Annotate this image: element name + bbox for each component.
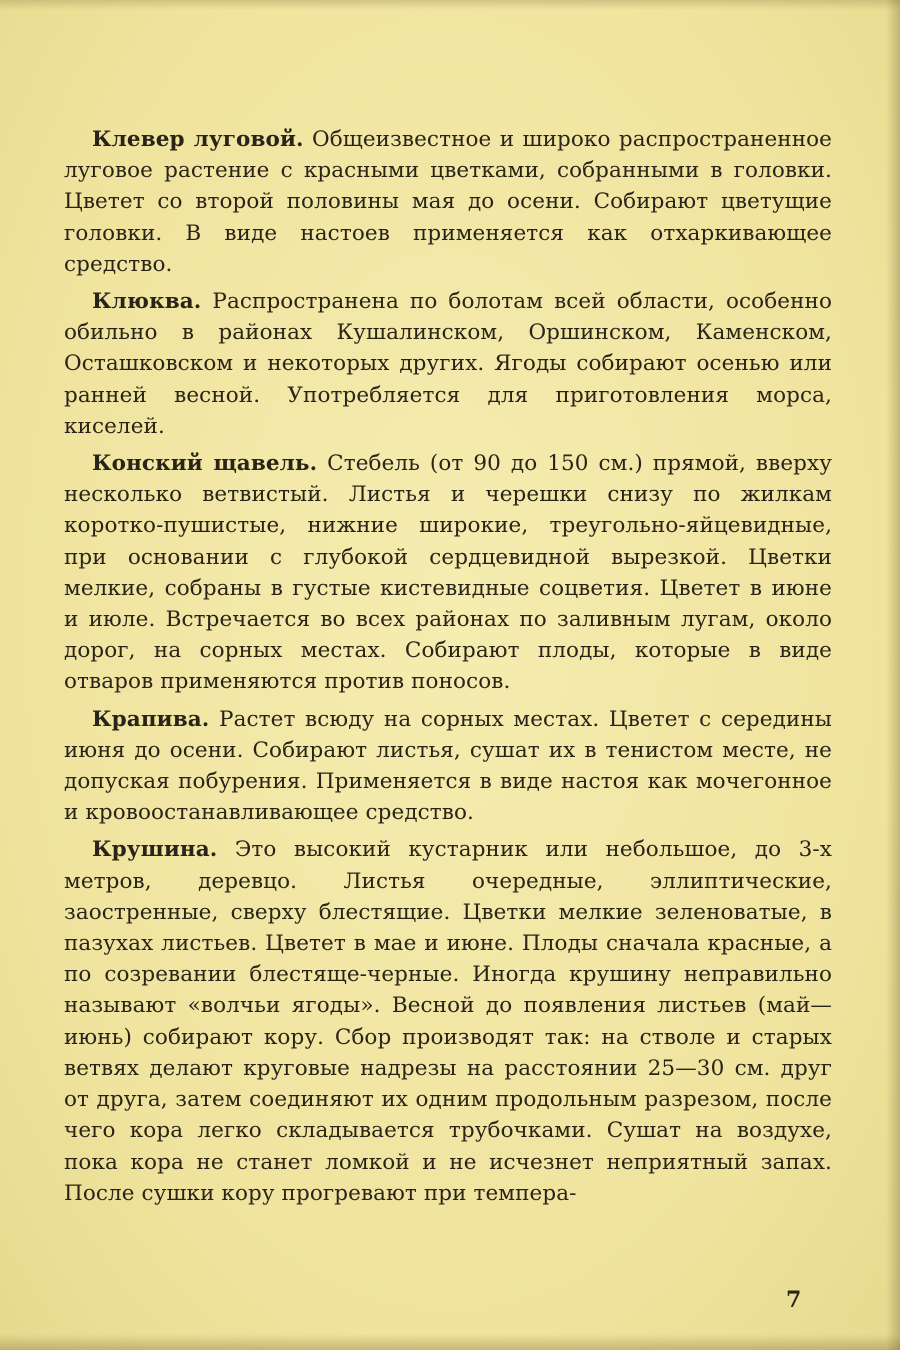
- entry-term: Крушина.: [92, 837, 218, 863]
- entry-term: Конский щавель.: [92, 451, 318, 477]
- entry-klyukva: [64, 286, 832, 442]
- page-number: 7: [786, 1287, 802, 1313]
- entry-konsky-shchavel: [64, 448, 832, 698]
- entry-term: Крапива.: [92, 706, 210, 732]
- main-text: [64, 124, 832, 1215]
- entry-term: Клевер луговой.: [92, 127, 304, 152]
- page-bottom-shadow: [0, 1334, 900, 1350]
- entry-text: Это высокий кустарник или небольшое, до 3-х метров, деревцо. Листья очередные, эллиптические, заостренные, сверху блестящие. Цветки мелкие зеленоватые, в пазухах листьев. Цветет в мае и июне. Плоды сначала красные, а по созревании блестяще-черные. Иногда крушину неправильно называют «волчьи ягоды». Весной до появления листьев (май—июнь) собирают кору. Сбор производят так: на стволе и старых ветвях делают круговые надрезы на расстоянии 25—30 см. друг от друга, затем соединяют их одним продольным разрезом, после чего кора легко складывается трубочками. Сушат на воздухе, пока кора не станет ломкой и не исчезнет неприятный запах. После сушки кору прогревают при темпера-: [64, 837, 832, 1206]
- entry-term: Клюква.: [92, 289, 202, 315]
- entry-krushina: [64, 834, 832, 1208]
- entry-text: Стебель (от 90 до 150 см.) прямой, вверху несколько ветвистый. Листья и черешки снизу по жилкам коротко-пушистые, нижние широкие, треугольно-яйцевидные, при основании с глубокой сердцевидной вырезкой. Цветки мелкие, собраны в густые кистевидные соцветия. Цветет в июне и июле. Встречается во всех районах по заливным лугам, около дорог, на сорных местах. Собирают плоды, которые в виде отваров применяются против поносов.: [64, 451, 833, 695]
- entry-text: Общеизвестное и широко распространенное луговое растение с красными цветками, собранными в головки. Цветет со второй половины мая до осени. Собирают цветущие головки. В виде настоев применяется как отхаркивающее средство.: [64, 127, 833, 277]
- entry-text: Растет всюду на сорных местах. Цветет с середины июня до осени. Собирают листья, сушат их в тенистом месте, не допуская побурения. Применяется в виде настоя как мочегонное и кровоостанавливающее средство.: [64, 706, 833, 826]
- entry-krapiva: [64, 704, 832, 829]
- page-right-shadow: [886, 0, 900, 1350]
- entry-klever: [64, 124, 832, 280]
- entry-text: Распространена по болотам всей области, особенно обильно в районах Кушалинском, Оршинском, Каменском, Осташковском и некоторых других. Ягоды собирают осенью или ранней весной. Употребляется для приготовления морса, киселей.: [64, 289, 832, 439]
- page-top-shadow: [0, 0, 900, 10]
